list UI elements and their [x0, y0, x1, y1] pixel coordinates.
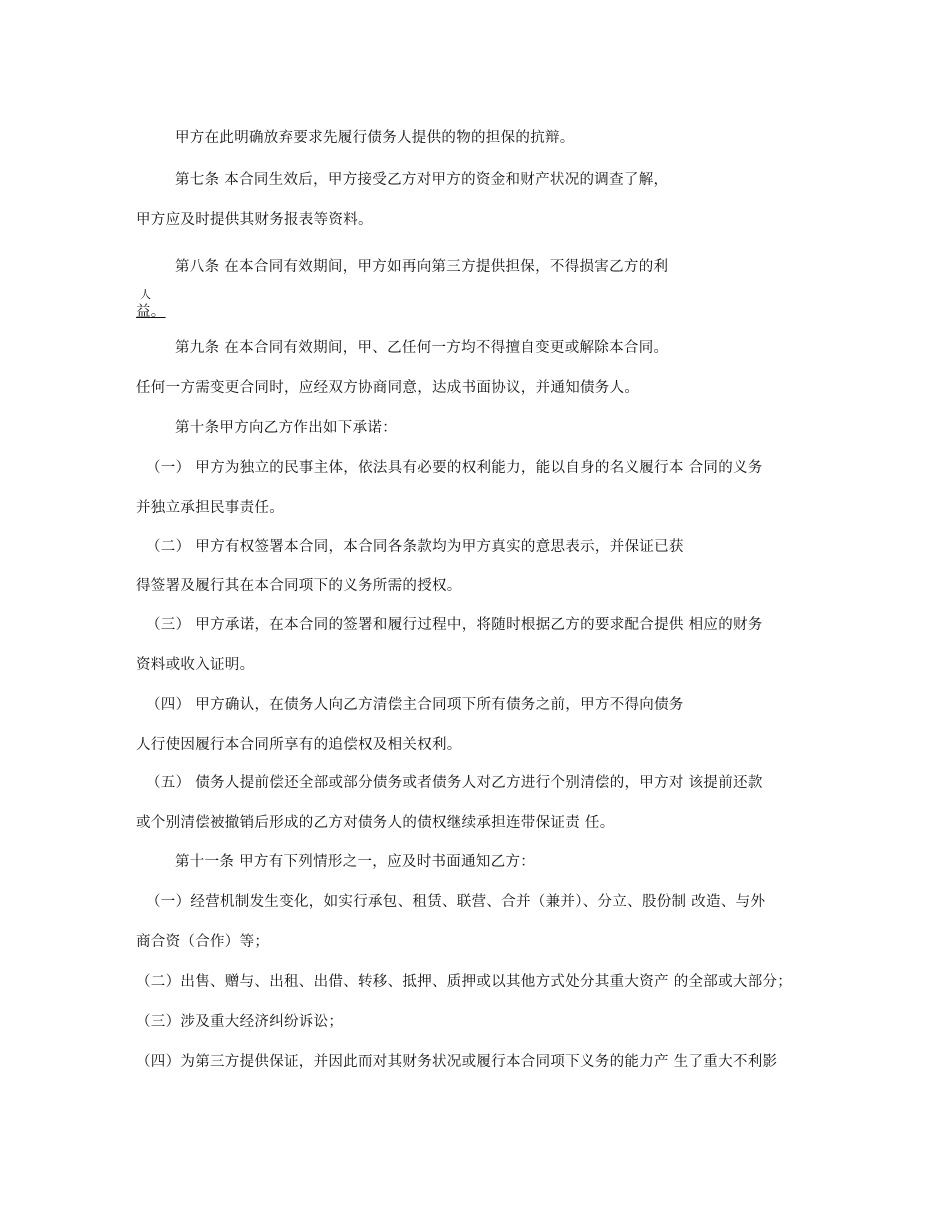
paragraph-line: 或个别清偿被撤销后形成的乙方对债务人的债权继续承担连带保证责 任。 — [136, 815, 615, 831]
list-item-line: （一） 甲方为独立的民事主体，依法具有必要的权利能力，能以自身的名义履行本 合同的义务 — [146, 460, 763, 476]
article-9-heading-line: 第九条 在本合同有效期间，甲、乙任何一方均不得擅自变更或解除本合同。 — [175, 340, 669, 356]
paragraph-line: 甲方在此明确放弃要求先履行债务人提供的物的担保的抗辩。 — [175, 130, 575, 146]
paragraph-line: 商合资（合作）等； — [136, 934, 270, 950]
paragraph-line: 甲方应及时提供其财务报表等资料。 — [136, 212, 373, 228]
article-7-heading-line: 第七条 本合同生效后，甲方接受乙方对甲方的资金和财产状况的调查了解， — [175, 172, 669, 188]
list-item-line: （四） 甲方确认，在债务人向乙方清偿主合同项下所有债务之前，甲方不得向债务 — [146, 697, 684, 713]
list-item-line: （三） 甲方承诺，在本合同的签署和履行过程中，将随时根据乙方的要求配合提供 相应的财务 — [146, 617, 763, 633]
article-8-heading-line: 第八条 在本合同有效期间，甲方如再向第三方提供担保，不得损害乙方的利 — [175, 259, 669, 275]
list-item-line: （一）经营机制发生变化，如实行承包、租赁、联营、合并（兼并）、分立、股份制 改造、与外 — [146, 894, 766, 910]
paragraph-line: 益。 — [136, 304, 166, 320]
list-item-line: （四）为第三方提供保证，并因此而对其财务状况或履行本合同项下义务的能力产 生了重大不利影 — [136, 1054, 778, 1070]
list-item-line: （三）涉及重大经济纠纷诉讼； — [136, 1014, 344, 1030]
annotation-mark: 人 — [140, 288, 152, 301]
list-item-line: （五） 债务人提前偿还全部或部分债务或者债务人对乙方进行个别清偿的，甲方对 该提前还款 — [146, 775, 763, 791]
paragraph-line: 得签署及履行其在本合同项下的义务所需的授权。 — [136, 578, 462, 594]
paragraph-line: 人行使因履行本合同所享有的追偿权及相关权利。 — [136, 737, 462, 753]
list-item-line: （二）出售、赠与、出租、出借、转移、抵押、质押或以其他方式处分其重大资产 的全部或大部分； — [136, 974, 793, 990]
list-item-line: （二） 甲方有权签署本合同，本合同各条款均为甲方真实的意思表示，并保证已获 — [146, 539, 684, 555]
article-10-heading-line: 第十条甲方向乙方作出如下承诺： — [175, 420, 397, 436]
paragraph-line: 资料或收入证明。 — [136, 657, 255, 673]
paragraph-line: 任何一方需变更合同时，应经双方协商同意，达成书面协议，并通知债务人。 — [136, 380, 640, 396]
paragraph-line: 并独立承担民事责任。 — [136, 500, 284, 516]
article-11-heading-line: 第十一条 甲方有下列情形之一，应及时书面通知乙方： — [175, 854, 536, 870]
